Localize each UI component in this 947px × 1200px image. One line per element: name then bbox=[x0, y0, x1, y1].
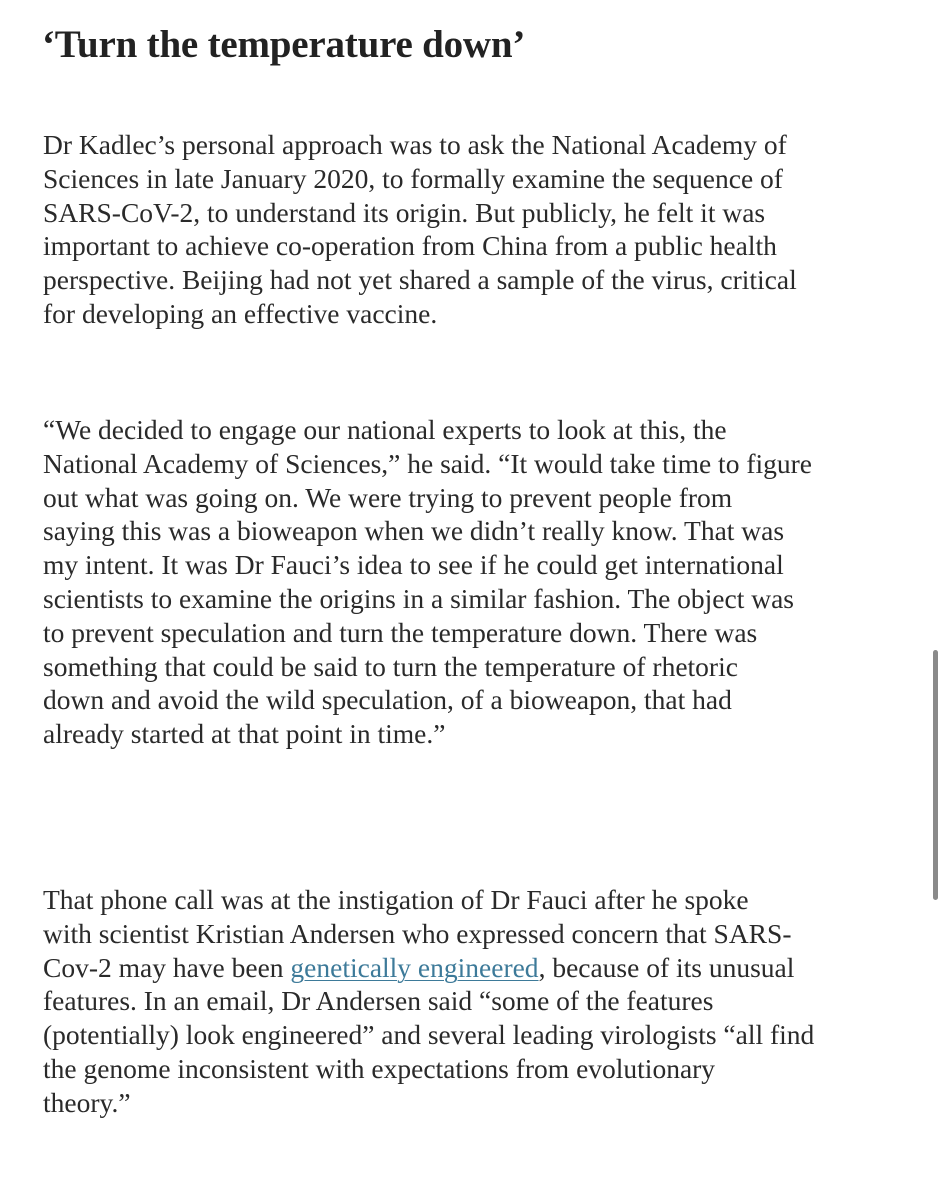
paragraph-3 bbox=[43, 883, 814, 1120]
text-line: out what was going on. We were trying to prevent people from bbox=[43, 481, 733, 513]
section-heading: ‘Turn the temperature down’ bbox=[42, 23, 526, 66]
text-line: to prevent speculation and turn the temperature down. There was bbox=[43, 616, 758, 648]
text-line: That phone call was at the instigation of Dr Fauci after he spoke bbox=[43, 884, 749, 915]
text-line: SARS-CoV-2, to understand its origin. But publicly, he felt it was bbox=[43, 196, 766, 228]
text-line: my intent. It was Dr Fauci’s idea to see if he could get international bbox=[43, 549, 784, 581]
text-line: National Academy of Sciences,” he said. “It would take time to figure bbox=[43, 447, 812, 479]
text-line: for developing an effective vaccine. bbox=[43, 297, 438, 329]
text-line: perspective. Beijing had not yet shared a sample of the virus, critical bbox=[43, 264, 797, 296]
text-line: Sciences in late January 2020, to formally examine the sequence of bbox=[43, 162, 783, 194]
text-line: Dr Kadlec’s personal approach was to ask the National Academy of bbox=[43, 129, 787, 160]
text-line: (potentially) look engineered” and several leading virologists “all find bbox=[43, 1019, 815, 1051]
vertical-scrollbar[interactable] bbox=[933, 650, 938, 900]
paragraph-1 bbox=[43, 128, 797, 331]
text-line: theory.” bbox=[43, 1086, 131, 1118]
genetically-engineered-link[interactable]: genetically engineered bbox=[290, 951, 539, 983]
text-line: features. In an email, Dr Andersen said “some of the features bbox=[43, 985, 714, 1017]
text-segment: , because of its unusual bbox=[538, 951, 795, 983]
text-line: down and avoid the wild speculation, of a bioweapon, that had bbox=[43, 684, 732, 716]
text-line: already started at that point in time.” bbox=[43, 718, 446, 750]
text-line: something that could be said to turn the temperature of rhetoric bbox=[43, 650, 738, 682]
text-line: scientists to examine the origins in a similar fashion. The object was bbox=[43, 582, 794, 614]
text-line-with-link bbox=[43, 951, 814, 985]
text-line: saying this was a bioweapon when we didn’t really know. That was bbox=[43, 515, 785, 547]
text-line: with scientist Kristian Andersen who expressed concern that SARS- bbox=[43, 917, 792, 949]
text-line: the genome inconsistent with expectations from evolutionary bbox=[43, 1052, 716, 1084]
text-segment: Cov-2 may have been bbox=[43, 951, 291, 983]
text-line: important to achieve co-operation from China from a public health bbox=[43, 230, 777, 262]
text-line: “We decided to engage our national experts to look at this, the bbox=[43, 414, 727, 445]
paragraph-2-quote bbox=[43, 413, 812, 751]
